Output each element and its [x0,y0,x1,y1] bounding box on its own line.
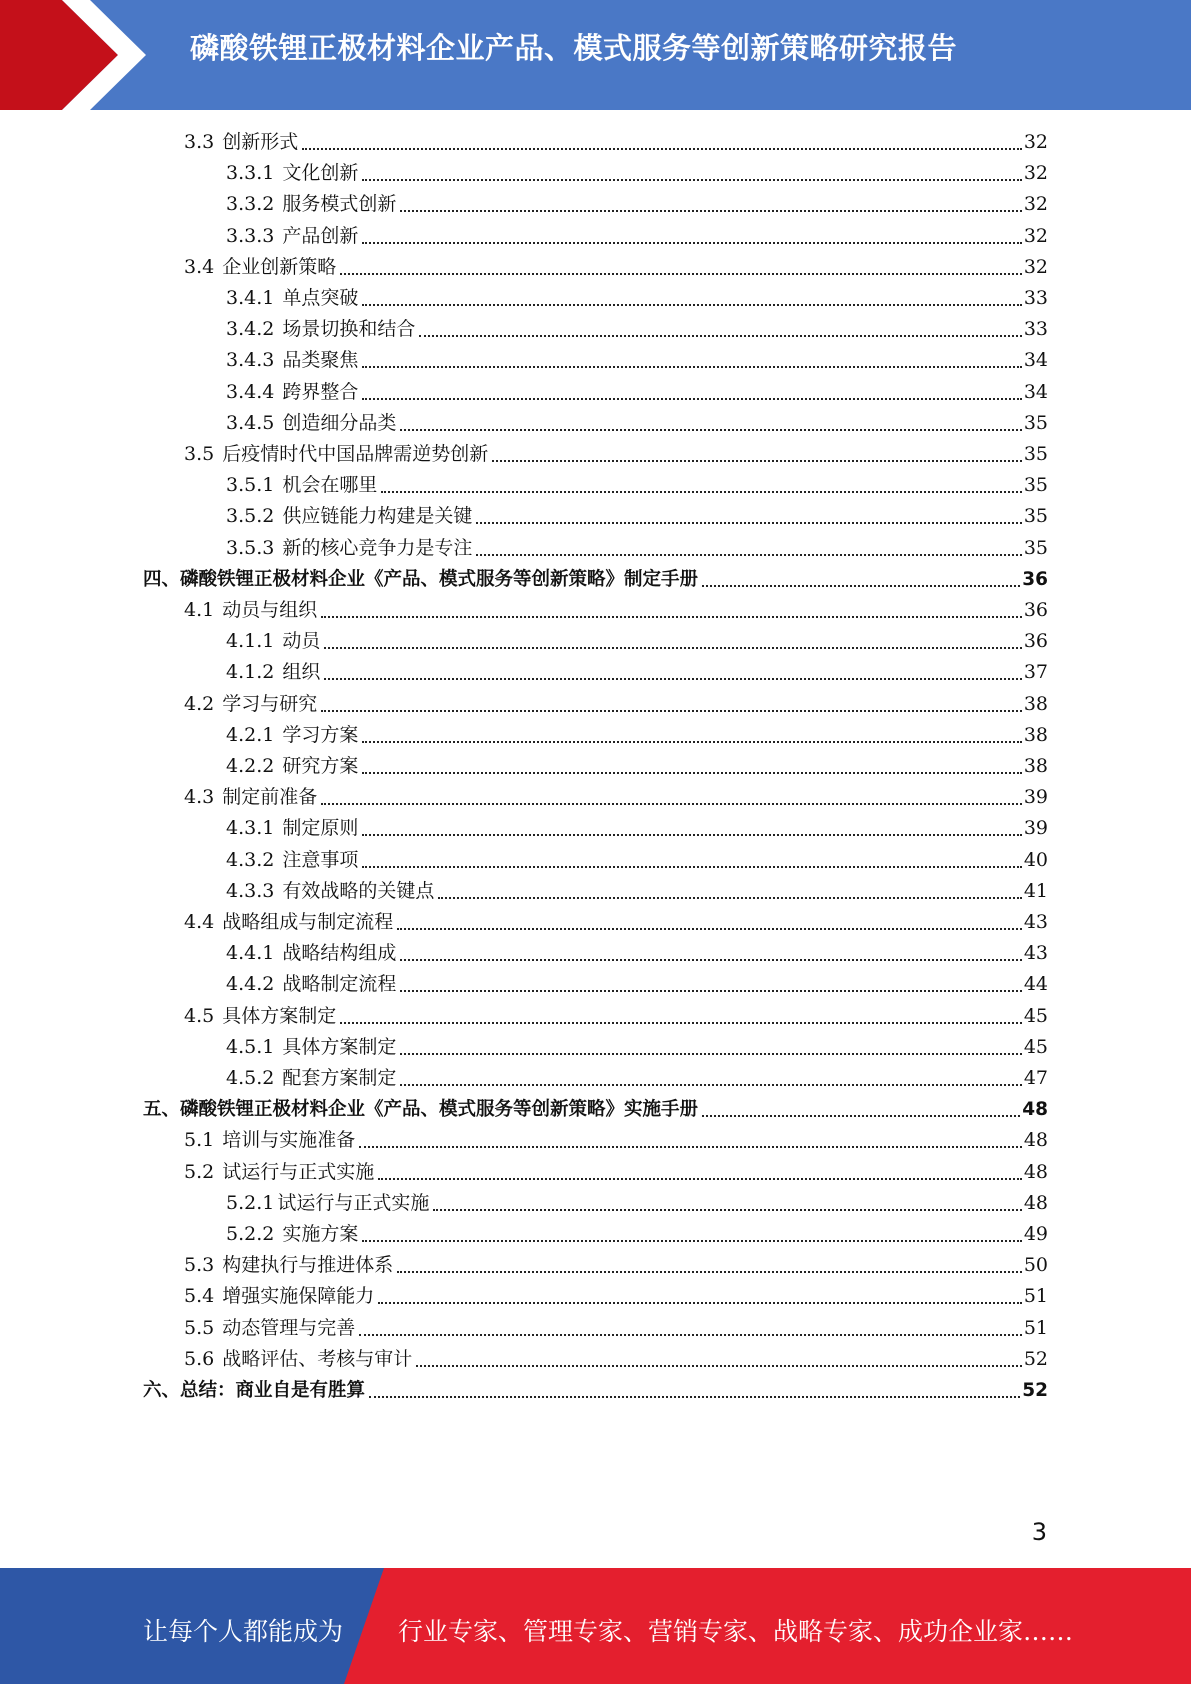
toc-entry-title: 跨界整合 [282,380,359,403]
toc-entry[interactable] [226,938,1048,969]
toc-entry-number: 4.5 [184,1004,215,1027]
toc-entry-title: 磷酸铁锂正极材料企业《产品、模式服务等创新策略》实施手册 [180,1099,699,1121]
toc-entry-page: 35 [1023,443,1048,465]
toc-dot-leader [476,521,1021,524]
toc-entry-number: 4.5.1 [226,1035,275,1058]
toc-entry-number: 5.2 [184,1160,215,1183]
toc-entry-title: 战略结构组成 [282,942,397,965]
toc-entry-page: 32 [1023,162,1048,185]
toc-entry-number: 4.3.2 [226,848,275,871]
toc-entry-page: 48 [1023,1129,1048,1152]
toc-entry-number: 5.2.1 [226,1191,275,1214]
toc-dot-leader [400,1083,1021,1086]
toc-entry-number: 5.4 [184,1285,215,1308]
toc-entry-page: 36 [1023,630,1048,653]
toc-dot-leader [400,209,1021,212]
toc-entry-number: 3.5.2 [226,505,275,528]
toc-entry-title: 研究方案 [282,755,359,777]
toc-entry-page: 48 [1023,1160,1048,1183]
toc-entry-title: 配套方案制定 [282,1067,397,1089]
toc-entry-page: 43 [1023,942,1048,965]
toc-entry[interactable] [184,1250,1048,1281]
toc-entry-number: 4.4 [184,911,215,933]
toc-entry[interactable] [226,720,1048,751]
toc-entry-number: 5.1 [184,1129,215,1152]
toc-entry-page: 36 [1022,568,1048,590]
toc-dot-leader [476,553,1021,556]
toc-entry-page: 40 [1023,848,1048,871]
toc-entry-title: 磷酸铁锂正极材料企业《产品、模式服务等创新策略》制定手册 [180,568,699,590]
toc-entry-title: 动员与组织 [222,599,318,621]
toc-entry-page: 37 [1023,661,1048,684]
toc-entry[interactable] [226,158,1048,189]
toc-dot-leader [359,1145,1022,1148]
toc-entry-page: 35 [1023,474,1048,497]
toc-entry[interactable] [184,1344,1048,1375]
toc-entry-page: 33 [1023,318,1048,341]
toc-entry[interactable] [184,1157,1048,1188]
toc-dot-leader [381,490,1021,493]
toc-entry-number: 4.1 [184,599,215,621]
toc-entry-number: 4.4.1 [226,942,275,965]
toc-entry-number: 四、 [143,568,181,590]
toc-entry-title: 学习与研究 [222,692,318,715]
toc-entry[interactable] [184,127,1048,158]
toc-entry-page: 45 [1023,1035,1048,1058]
toc-entry[interactable] [226,501,1048,532]
toc-entry-page: 47 [1023,1067,1048,1089]
toc-dot-leader [362,865,1021,868]
toc-dot-leader [400,428,1021,431]
toc-entry-page: 49 [1023,1223,1048,1245]
toc-entry-title: 供应链能力构建是关键 [282,505,473,528]
toc-entry-title: 试运行与正式实施 [222,1160,375,1183]
toc-entry-page: 35 [1023,536,1048,559]
toc-entry-page: 48 [1023,1191,1048,1214]
report-title: 磷酸铁锂正极材料企业产品、模式服务等创新策略研究报告 [190,31,958,65]
toc-entry-number: 3.4.1 [226,287,275,309]
toc-dot-leader [433,1208,1021,1211]
toc-entry-page: 52 [1022,1380,1048,1401]
toc-entry-number: 3.5.3 [226,536,275,559]
toc-entry-page: 44 [1023,973,1048,996]
toc-entry[interactable] [226,813,1048,844]
toc-entry-page: 35 [1023,411,1048,434]
toc-entry[interactable] [226,533,1048,564]
toc-entry-title: 场景切换和结合 [282,318,416,341]
toc-entry-page: 45 [1023,1004,1048,1027]
toc-entry-title: 单点突破 [282,287,359,309]
toc-entry[interactable] [143,564,1048,595]
toc-entry[interactable] [184,1001,1048,1032]
toc-entry-number: 3.4.4 [226,380,275,403]
toc-entry-number: 3.4.2 [226,318,275,341]
toc-dot-leader [378,1301,1022,1304]
toc-dot-leader [362,740,1021,743]
toc-entry-number: 3.5 [184,443,215,465]
toc-dot-leader [324,677,1021,680]
toc-entry[interactable] [143,1375,1048,1406]
toc-entry-page: 50 [1023,1254,1048,1277]
toc-entry-title: 品类聚焦 [282,349,359,372]
toc-entry-page: 39 [1023,786,1048,809]
toc-entry-number: 4.2.1 [226,723,275,746]
toc-entry[interactable] [226,626,1048,657]
toc-entry-page: 32 [1023,224,1048,247]
toc-dot-leader [397,1270,1022,1273]
toc-entry-page: 43 [1023,911,1048,933]
toc-dot-leader [400,958,1021,961]
toc-entry-page: 38 [1023,755,1048,777]
toc-entry-title: 制定原则 [282,817,359,840]
toc-entry-title: 有效战略的关键点 [282,879,435,902]
toc-dot-leader [362,397,1021,400]
toc-entry-title: 学习方案 [282,723,359,746]
toc-dot-leader [362,833,1021,836]
toc-entry[interactable] [226,876,1048,907]
toc-entry-page: 36 [1023,599,1048,621]
toc-entry[interactable] [184,782,1048,813]
toc-entry-title: 具体方案制定 [282,1035,397,1058]
toc-entry[interactable] [226,221,1048,252]
toc-dot-leader [362,771,1021,774]
toc-dot-leader [362,241,1021,244]
toc-entry[interactable] [226,189,1048,220]
toc-dot-leader [359,1333,1022,1336]
toc-entry-number: 5.2.2 [226,1223,275,1245]
toc-entry-title: 创新形式 [222,131,299,153]
toc-entry[interactable] [226,470,1048,501]
toc-entry-page: 32 [1023,131,1048,153]
toc-entry-number: 五、 [143,1099,181,1121]
page-header [0,0,1191,110]
toc-entry-title: 产品创新 [282,224,359,247]
toc-entry-page: 33 [1023,287,1048,309]
toc-entry-number: 5.5 [184,1316,215,1339]
toc-entry-title: 后疫情时代中国品牌需逆势创新 [222,443,489,465]
toc-entry-number: 3.4.5 [226,411,275,434]
toc-dot-leader [321,709,1022,712]
toc-entry[interactable] [226,1188,1048,1219]
toc-dot-leader [400,989,1021,992]
toc-dot-leader [438,896,1021,899]
toc-dot-leader [362,178,1021,181]
toc-entry-number: 4.4.2 [226,973,275,996]
toc-entry-number: 3.4.3 [226,349,275,372]
toc-entry[interactable] [184,252,1048,283]
toc-entry-page: 41 [1023,879,1048,902]
toc-entry-title: 战略制定流程 [282,973,397,996]
toc-entry[interactable] [184,907,1048,938]
toc-entry[interactable] [226,345,1048,376]
toc-entry-number: 3.3.2 [226,193,275,216]
toc-entry-title: 构建执行与推进体系 [222,1254,394,1277]
toc-dot-leader [321,615,1022,618]
toc-entry-title: 动态管理与完善 [222,1316,356,1339]
toc-entry-title: 培训与实施准备 [222,1129,356,1152]
toc-entry-title: 文化创新 [282,162,359,185]
page-footer [0,1568,1191,1684]
toc-entry-title: 战略组成与制定流程 [222,911,394,933]
toc-entry-page: 32 [1023,193,1048,216]
toc-entry-title: 增强实施保障能力 [222,1285,375,1308]
toc-dot-leader [362,1239,1021,1242]
toc-dot-leader [340,272,1022,275]
toc-dot-leader [369,1395,1020,1398]
toc-entry-page: 32 [1023,255,1048,278]
footer-slogan-left: 让每个人都能成为 [143,1617,344,1646]
toc-entry-title: 创造细分品类 [282,411,397,434]
toc-entry-number: 4.5.2 [226,1067,275,1089]
toc-dot-leader [340,1021,1022,1024]
toc-entry-page: 35 [1023,505,1048,528]
toc-entry[interactable] [226,969,1048,1000]
toc-entry-title: 组织 [282,661,321,684]
toc-entry-number: 5.6 [184,1347,215,1370]
toc-entry[interactable] [226,1219,1048,1250]
toc-dot-leader [397,927,1022,930]
toc-entry[interactable] [184,1313,1048,1344]
toc-entry[interactable] [184,689,1048,720]
toc-entry[interactable] [226,314,1048,345]
toc-entry-page: 38 [1023,723,1048,746]
toc-entry[interactable] [226,283,1048,314]
toc-entry[interactable] [143,1094,1048,1125]
toc-entry[interactable] [226,1032,1048,1063]
toc-entry-title: 新的核心竞争力是专注 [282,536,473,559]
toc-entry-number: 4.3.3 [226,879,275,902]
toc-entry[interactable] [226,1063,1048,1094]
toc-dot-leader [702,584,1020,587]
toc-dot-leader [702,1114,1020,1117]
toc-entry[interactable] [184,439,1048,470]
toc-dot-leader [362,303,1021,306]
toc-entry[interactable] [184,595,1048,626]
toc-dot-leader [492,459,1022,462]
toc-entry-title: 注意事项 [282,848,359,871]
page-number: 3 [1031,1518,1047,1546]
toc-entry-title: 战略评估、考核与审计 [222,1347,413,1370]
toc-entry-title: 具体方案制定 [222,1004,337,1027]
toc-entry-number: 3.3.3 [226,224,275,247]
toc-dot-leader [419,334,1021,337]
toc-entry-page: 51 [1023,1285,1048,1308]
toc-dot-leader [321,802,1022,805]
toc-entry-page: 39 [1023,817,1048,840]
toc-dot-leader [362,365,1021,368]
toc-entry-page: 51 [1023,1316,1048,1339]
toc-entry-number: 4.3 [184,786,215,809]
toc-entry-page: 34 [1023,380,1048,403]
toc-entry-title: 制定前准备 [222,786,318,809]
toc-dot-leader [416,1364,1022,1367]
toc-entry[interactable] [226,845,1048,876]
toc-entry-number: 4.2.2 [226,755,275,777]
toc-entry-number: 4.2 [184,692,215,715]
toc-entry-page: 52 [1023,1347,1048,1370]
toc-entry-page: 34 [1023,349,1048,372]
toc-dot-leader [324,646,1021,649]
toc-dot-leader [302,147,1022,150]
toc-entry-number: 5.3 [184,1254,215,1277]
toc-entry-number: 3.4 [184,255,215,278]
toc-entry[interactable] [226,377,1048,408]
toc-entry[interactable] [184,1281,1048,1312]
toc-entry-title: 动员 [282,630,321,653]
toc-dot-leader [400,1052,1021,1055]
toc-entry-page: 38 [1023,692,1048,715]
toc-entry[interactable] [226,657,1048,688]
toc-entry-title: 总结：商业自是有胜算 [180,1380,366,1401]
toc-entry-number: 3.3.1 [226,162,275,185]
toc-entry-title: 服务模式创新 [282,193,397,216]
toc-entry[interactable] [184,1125,1048,1156]
toc-entry-number: 4.1.1 [226,630,275,653]
toc-dot-leader [378,1177,1022,1180]
toc-entry[interactable] [226,751,1048,782]
footer-slogan-right: 行业专家、管理专家、营销专家、战略专家、成功企业家…… [398,1617,1074,1646]
toc-entry-number: 3.3 [184,131,215,153]
toc-entry-title: 企业创新策略 [222,255,337,278]
toc-entry-title: 试运行与正式实施 [277,1191,430,1214]
toc-entry-number: 六、 [143,1380,181,1401]
toc-entry[interactable] [226,408,1048,439]
toc-entry-number: 4.1.2 [226,661,275,684]
toc-entry-title: 机会在哪里 [282,474,378,497]
toc-entry-number: 3.5.1 [226,474,275,497]
toc-entry-title: 实施方案 [282,1223,359,1245]
toc-entry-page: 48 [1022,1099,1048,1121]
toc-entry-number: 4.3.1 [226,817,275,840]
